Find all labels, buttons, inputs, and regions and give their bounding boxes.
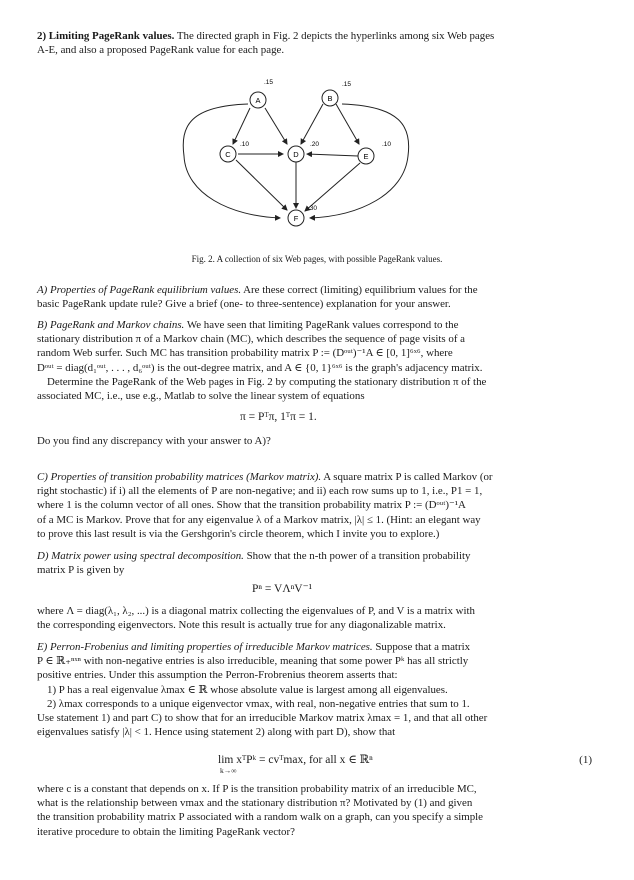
part-b-question-text: Do you find any discrepancy with your answer to A)? [37,435,271,447]
part-e-line-6: where c is a constant that depends on x. If P is the transition probability matrix of an irreducible MC, [37,783,477,795]
part-c-line-1: A square matrix P is called Markov (or [321,471,493,483]
edge-b-d [301,104,323,144]
svg-text:A: A [255,96,261,105]
part-d-title: D) Matrix power using spectral decomposition. [37,550,244,562]
edge-c-f [236,160,287,210]
part-b-line-5: Determine the PageRank of the Web pages in Fig. 2 by computing the stationary distribution π of the [47,375,487,388]
value-d: .20 [310,141,320,148]
intro-line-2: A-E, and also a proposed PageRank value for each page. [37,44,285,57]
part-b-line-4: Dᵒᵘᵗ = diag(d₁ᵒᵘᵗ, . . . , d₆ᵒᵘᵗ) is the out-degree matrix, and A ∈ {0, 1}⁶ˣ⁶ is the graph's adjacency matrix. [37,361,483,374]
equation-stationary: π = Pᵀπ, 1ᵀπ = 1. [240,411,317,423]
value-a: .15 [264,79,274,86]
equation-number: (1) [579,754,592,766]
part-c [37,470,597,541]
edge-a-d [265,108,287,144]
svg-text:F: F [293,214,299,223]
part-c-line-3: where 1 is the column vector of all ones. Show that the transition probability matrix P := (Dᵒᵘᵗ)⁻¹A [37,499,466,512]
part-e-title: E) Perron-Frobenius and limiting properties of irreducible Markov matrices. [37,641,373,653]
part-b-line-6: associated MC, i.e., use e.g., Matlab to solve the linear system of equations [37,390,365,403]
part-c-line-2: right stochastic) if i) all the elements of P are non-negative; and ii) each row sums up to 1, i.e., P1 = 1, [37,485,483,498]
part-e-line-4: Use statement 1) and part C) to show that for an irreducible Markov matrix λmax = 1, and that all other [37,712,488,725]
node-a [250,79,273,108]
node-d [288,141,319,162]
part-e-line-3: positive entries. Under this assumption the Perron-Frobrenius theorem asserts that: [37,669,398,682]
part-d-line-2: matrix P is given by [37,564,125,577]
edge-a-c [233,108,250,144]
edge-e-f [305,163,360,211]
svg-text:C: C [225,150,231,159]
value-c: .10 [240,141,250,148]
node-f [288,205,317,226]
part-b-question [37,434,597,448]
part-e-statement-2: 2) λmax corresponds to a unique eigenvector vmax, with real, non-negative entries that sum to 1. [47,697,470,710]
value-f: .30 [308,205,318,212]
part-d-line-4: the corresponding eigenvectors. Note this result is actually true for any diagonalizable matrix. [37,619,446,632]
problem-title: 2) Limiting PageRank values. [37,30,175,42]
part-a-line-1: Are these correct (limiting) equilibrium values for the [241,284,478,296]
edge-b-e [336,104,359,144]
node-c [220,141,249,162]
part-d-cont [37,604,597,632]
part-e-line-5: eigenvalues satisfy |λ| < 1. Hence using statement 2) along with part D), show that [37,726,396,739]
part-e-cont [37,782,597,839]
node-b [322,81,351,106]
value-b: .15 [342,81,352,88]
part-b-title: B) PageRank and Markov chains. [37,319,185,331]
part-c-line-4: of a MC is Markov. Prove that for any eigenvalue λ of a Markov matrix, |λ| ≤ 1. (Hint: an elegant way [37,513,481,526]
svg-text:D: D [293,150,299,159]
part-b-line-2: stationary distribution π of a Markov chain (MC), which describes the sequence of page visits of a [37,333,466,346]
svg-text:E: E [363,152,369,161]
part-e-line-8: the transition probability matrix P associated with a random walk on a graph, can you specify a simple [37,811,483,824]
part-e-line-1: Suppose that a matrix [372,641,471,653]
part-b-line-1: We have seen that limiting PageRank values correspond to the [184,319,459,331]
part-d-line-3: where Λ = diag(λ₁, λ₂, ...) is a diagonal matrix collecting the eigenvalues of P, and V is a matrix with [37,605,475,617]
part-c-title: C) Properties of transition probability matrices (Markov matrix). [37,471,322,483]
part-e [37,640,597,739]
part-e-line-2: P ∈ ℝ₊ⁿˣⁿ with non-negative entries is also irreducible, meaning that some power Pᵏ has all strictly [37,655,469,668]
part-a [37,283,597,311]
figure-caption: Fig. 2. A collection of six Web pages, with possible PageRank values. [191,254,443,264]
edge-e-d [307,154,358,156]
part-d-line-1: Show that the n-th power of a transition probability [243,550,471,562]
problem-intro [37,29,597,57]
value-e: .10 [382,141,392,148]
part-e-statement-1: 1) P has a real eigenvalue λmax ∈ ℝ whose absolute value is largest among all eigenvalues. [47,683,448,696]
part-a-title: A) Properties of PageRank equilibrium values. [37,284,242,296]
part-a-line-2: basic PageRank update rule? Give a brief (one- to three-sentence) explanation for your answer. [37,298,451,311]
part-c-line-5: to prove this last result is via the Gershgorin's circle theorem, which I invite you to explore.) [37,527,440,540]
equation-matrix-power: Pⁿ = VΛⁿV⁻¹ [252,583,313,595]
equation-limit-subscript: k→∞ [220,766,237,775]
svg-text:B: B [327,94,333,103]
part-e-line-9: iterative procedure to obtain the limiting PageRank vector? [37,825,295,838]
pagerank-graph-figure [170,76,420,228]
part-e-line-7: what is the relationship between vmax and the stationary distribution π? Motivated by (1) and given [37,797,473,810]
equation-limit: lim xᵀPᵏ = cvᵀmax, for all x ∈ ℝⁿ [218,754,373,766]
part-b [37,318,597,403]
part-d [37,549,597,577]
part-b-line-3: random Web surfer. Such MC has transition probability matrix P := (Dᵒᵘᵗ)⁻¹A ∈ [0, 1]⁶ˣ⁶, where [37,347,453,360]
intro-line-1: The directed graph in Fig. 2 depicts the hyperlinks among six Web pages [174,30,495,42]
node-e [358,141,391,164]
